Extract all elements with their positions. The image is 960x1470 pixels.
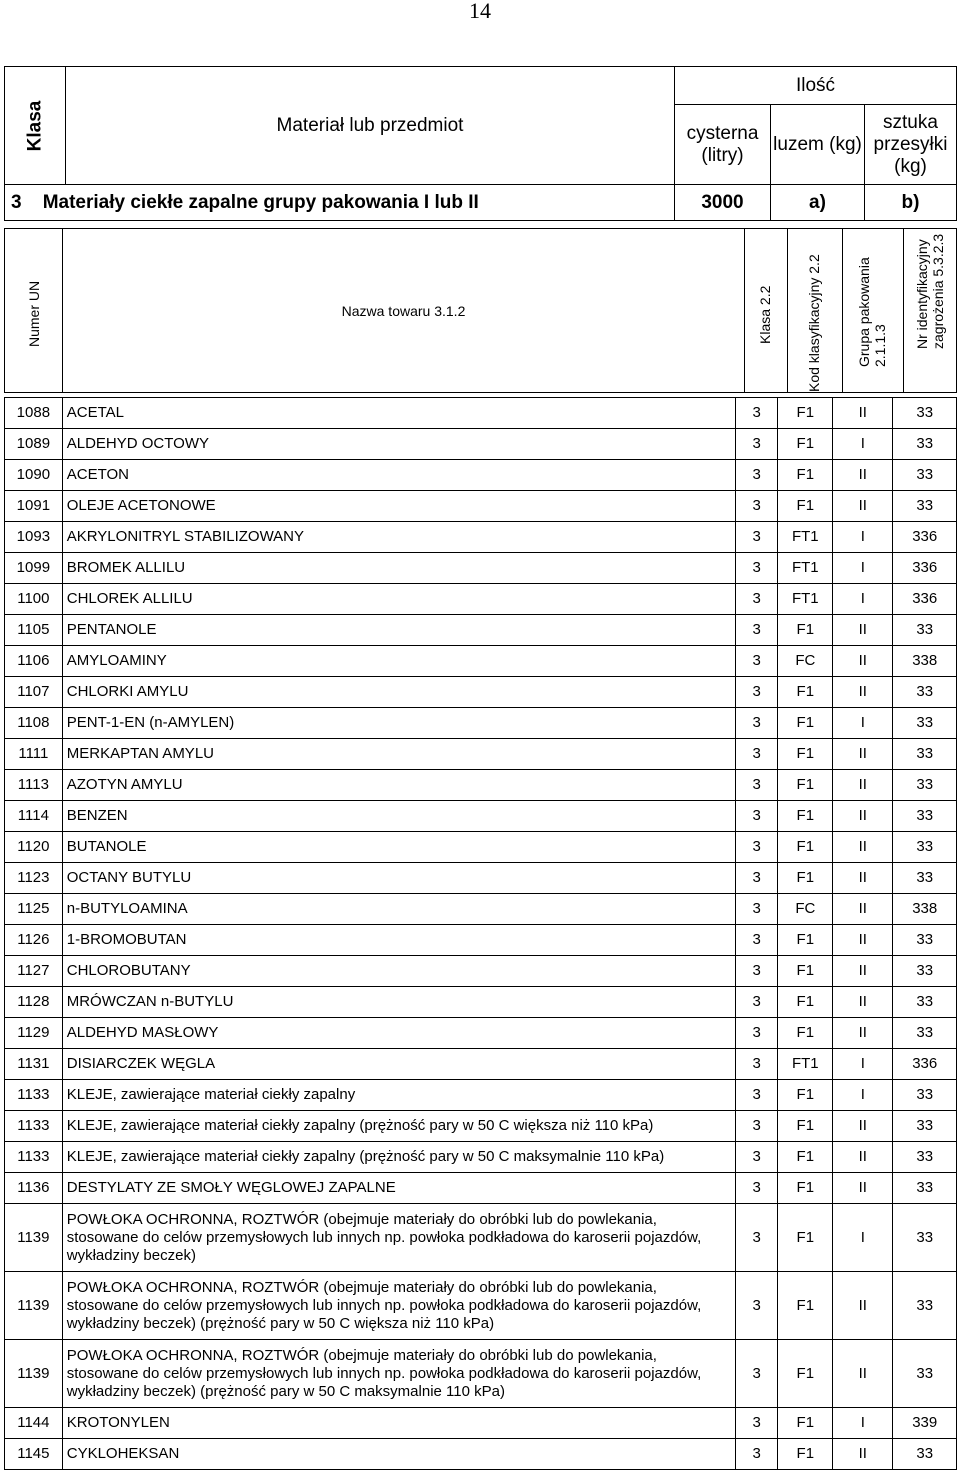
- name-cell: PENTANOLE: [62, 615, 735, 646]
- class-cell: 3: [735, 522, 778, 553]
- class-cell: 3: [735, 1111, 778, 1142]
- code-cell: FT1: [778, 584, 833, 615]
- class-cell: 3: [735, 1173, 778, 1204]
- group-cell: II: [833, 863, 893, 894]
- hin-cell: 33: [893, 956, 957, 987]
- class-cell: 3: [735, 460, 778, 491]
- class-cell: 3: [735, 832, 778, 863]
- group-cell: I: [833, 522, 893, 553]
- col-un: Numer UN: [5, 229, 63, 393]
- class-cell: 3: [735, 863, 778, 894]
- class-cell: 3: [735, 1049, 778, 1080]
- name-cell: AKRYLONITRYL STABILIZOWANY: [62, 522, 735, 553]
- table-row: [5, 894, 957, 925]
- un-cell: 1133: [5, 1142, 63, 1173]
- hin-cell: 339: [893, 1408, 957, 1439]
- un-cell: 1088: [5, 398, 63, 429]
- header-klasa: Klasa: [5, 67, 66, 185]
- code-cell: F1: [778, 398, 833, 429]
- name-cell: AMYLOAMINY: [62, 646, 735, 677]
- un-cell: 1133: [5, 1111, 63, 1142]
- header-cysterna: cysterna (litry): [675, 105, 771, 185]
- code-cell: F1: [778, 987, 833, 1018]
- group-cell: II: [833, 1142, 893, 1173]
- group-cell: I: [833, 553, 893, 584]
- class-cell: 3: [735, 398, 778, 429]
- table-row: [5, 1408, 957, 1439]
- group-cell: I: [833, 1408, 893, 1439]
- un-cell: 1139: [5, 1272, 63, 1340]
- hin-cell: 33: [893, 987, 957, 1018]
- code-cell: F1: [778, 956, 833, 987]
- group-cell: II: [833, 1340, 893, 1408]
- un-cell: 1129: [5, 1018, 63, 1049]
- class-number: 3: [11, 191, 22, 213]
- hin-cell: 33: [893, 1018, 957, 1049]
- table-row: [5, 1080, 957, 1111]
- class-cell: 3: [735, 429, 778, 460]
- group-cell: I: [833, 584, 893, 615]
- column-header: [4, 228, 957, 393]
- class-cell: 3: [735, 1080, 778, 1111]
- name-cell: BENZEN: [62, 801, 735, 832]
- un-cell: 1125: [5, 894, 63, 925]
- col-code: Kod klasyfikacyjny 2.2: [788, 229, 843, 393]
- group-cell: I: [833, 1049, 893, 1080]
- hin-cell: 338: [893, 894, 957, 925]
- code-cell: FC: [778, 894, 833, 925]
- code-cell: F1: [778, 708, 833, 739]
- name-cell: KLEJE, zawierające materiał ciekły zapalny (prężność pary w 50 C większa niż 110 kPa): [62, 1111, 735, 1142]
- name-cell: ACETON: [62, 460, 735, 491]
- table-row: [5, 1049, 957, 1080]
- class-cell: 3: [735, 956, 778, 987]
- table-row: [5, 708, 957, 739]
- un-cell: 1093: [5, 522, 63, 553]
- name-cell: AZOTYN AMYLU: [62, 770, 735, 801]
- cysterna-value: 3000: [675, 185, 771, 221]
- code-cell: F1: [778, 429, 833, 460]
- un-cell: 1123: [5, 863, 63, 894]
- name-cell: POWŁOKA OCHRONNA, ROZTWÓR (obejmuje materiały do obróbki lub do powlekania, stosowane do celów przemysłowych lub innych np. powłoka podkładowa do karoserii pojazdów, wykładziny beczek): [62, 1204, 735, 1272]
- header-material: Materiał lub przedmiot: [66, 67, 675, 185]
- table-row: [5, 801, 957, 832]
- un-cell: 1139: [5, 1204, 63, 1272]
- table-row: [5, 584, 957, 615]
- header-luzem: luzem (kg): [771, 105, 865, 185]
- code-cell: F1: [778, 1142, 833, 1173]
- hin-cell: 33: [893, 1173, 957, 1204]
- group-cell: II: [833, 1111, 893, 1142]
- hin-cell: 33: [893, 398, 957, 429]
- group-cell: II: [833, 646, 893, 677]
- name-cell: MRÓWCZAN n-BUTYLU: [62, 987, 735, 1018]
- name-cell: KLEJE, zawierające materiał ciekły zapalny (prężność pary w 50 C maksymalnie 110 kPa): [62, 1142, 735, 1173]
- name-cell: BROMEK ALLILU: [62, 553, 735, 584]
- group-cell: II: [833, 832, 893, 863]
- table-row: [5, 956, 957, 987]
- un-cell: 1114: [5, 801, 63, 832]
- table-row: [5, 739, 957, 770]
- class-cell: 3: [735, 553, 778, 584]
- class-cell: 3: [735, 1340, 778, 1408]
- table-row: [5, 1111, 957, 1142]
- class-cell: 3: [735, 770, 778, 801]
- table-row: [5, 615, 957, 646]
- class-cell: 3: [735, 646, 778, 677]
- un-cell: 1120: [5, 832, 63, 863]
- table-row: [5, 460, 957, 491]
- group-cell: I: [833, 1080, 893, 1111]
- code-cell: F1: [778, 1204, 833, 1272]
- class-cell: 3: [735, 1439, 778, 1470]
- code-cell: F1: [778, 615, 833, 646]
- un-cell: 1091: [5, 491, 63, 522]
- code-cell: F1: [778, 925, 833, 956]
- table-row: [5, 832, 957, 863]
- hin-cell: 33: [893, 863, 957, 894]
- name-cell: CHLORKI AMYLU: [62, 677, 735, 708]
- group-cell: II: [833, 894, 893, 925]
- un-cell: 1100: [5, 584, 63, 615]
- name-cell: 1-BROMOBUTAN: [62, 925, 735, 956]
- group-cell: II: [833, 1272, 893, 1340]
- name-cell: BUTANOLE: [62, 832, 735, 863]
- class-cell: 3: [735, 491, 778, 522]
- hin-cell: 33: [893, 677, 957, 708]
- code-cell: F1: [778, 677, 833, 708]
- hin-cell: 33: [893, 615, 957, 646]
- hin-cell: 33: [893, 1142, 957, 1173]
- table-row: [5, 863, 957, 894]
- table-row: [5, 925, 957, 956]
- code-cell: FC: [778, 646, 833, 677]
- code-cell: F1: [778, 1111, 833, 1142]
- hin-cell: 33: [893, 925, 957, 956]
- class-cell: 3: [735, 925, 778, 956]
- col-group: Grupa pakowania 2.1.1.3: [843, 229, 904, 393]
- hin-cell: 33: [893, 739, 957, 770]
- table-row: [5, 770, 957, 801]
- name-cell: ALDEHYD MASŁOWY: [62, 1018, 735, 1049]
- name-cell: DESTYLATY ZE SMOŁY WĘGLOWEJ ZAPALNE: [62, 1173, 735, 1204]
- name-cell: POWŁOKA OCHRONNA, ROZTWÓR (obejmuje materiały do obróbki lub do powlekania, stosowane do celów przemysłowych lub innych np. powłoka podkładowa do karoserii pojazdów, wykładziny beczek) (prężność pary w 50 C maksymalnie 110 kPa): [62, 1340, 735, 1408]
- name-cell: PENT-1-EN (n-AMYLEN): [62, 708, 735, 739]
- table-row: [5, 987, 957, 1018]
- un-cell: 1089: [5, 429, 63, 460]
- table-row: [5, 522, 957, 553]
- un-cell: 1126: [5, 925, 63, 956]
- name-cell: CHLOROBUTANY: [62, 956, 735, 987]
- un-cell: 1144: [5, 1408, 63, 1439]
- class-title-row: [5, 185, 675, 221]
- hin-cell: 33: [893, 832, 957, 863]
- hin-cell: 33: [893, 460, 957, 491]
- code-cell: FT1: [778, 522, 833, 553]
- code-cell: F1: [778, 832, 833, 863]
- table-row: [5, 677, 957, 708]
- table-row: [5, 553, 957, 584]
- group-cell: II: [833, 770, 893, 801]
- group-cell: II: [833, 491, 893, 522]
- hin-cell: 338: [893, 646, 957, 677]
- code-cell: F1: [778, 1080, 833, 1111]
- un-cell: 1106: [5, 646, 63, 677]
- group-cell: I: [833, 429, 893, 460]
- class-title: Materiały ciekłe zapalne grupy pakowania I lub II: [42, 191, 479, 213]
- name-cell: CHLOREK ALLILU: [62, 584, 735, 615]
- hin-cell: 33: [893, 1111, 957, 1142]
- table-row: [5, 1018, 957, 1049]
- name-cell: ALDEHYD OCTOWY: [62, 429, 735, 460]
- code-cell: F1: [778, 739, 833, 770]
- un-cell: 1111: [5, 739, 63, 770]
- name-cell: MERKAPTAN AMYLU: [62, 739, 735, 770]
- code-cell: F1: [778, 863, 833, 894]
- material-table: [4, 397, 957, 1470]
- luzem-value: a): [771, 185, 865, 221]
- hin-cell: 33: [893, 1340, 957, 1408]
- table-row: [5, 1439, 957, 1470]
- group-cell: II: [833, 1173, 893, 1204]
- class-cell: 3: [735, 1272, 778, 1340]
- code-cell: FT1: [778, 553, 833, 584]
- class-cell: 3: [735, 708, 778, 739]
- table-row: [5, 1142, 957, 1173]
- name-cell: DISIARCZEK WĘGLA: [62, 1049, 735, 1080]
- group-cell: II: [833, 398, 893, 429]
- name-cell: POWŁOKA OCHRONNA, ROZTWÓR (obejmuje materiały do obróbki lub do powlekania, stosowane do celów przemysłowych lub innych np. powłoka podkładowa do karoserii pojazdów, wykładziny beczek) (prężność pary w 50 C większa niż 110 kPa): [62, 1272, 735, 1340]
- name-cell: n-BUTYLOAMINA: [62, 894, 735, 925]
- table-row: [5, 1173, 957, 1204]
- name-cell: KROTONYLEN: [62, 1408, 735, 1439]
- un-cell: 1133: [5, 1080, 63, 1111]
- group-cell: II: [833, 925, 893, 956]
- group-cell: II: [833, 1018, 893, 1049]
- code-cell: F1: [778, 801, 833, 832]
- name-cell: OCTANY BUTYLU: [62, 863, 735, 894]
- group-cell: II: [833, 956, 893, 987]
- col-name: Nazwa towaru 3.1.2: [63, 229, 745, 393]
- un-cell: 1107: [5, 677, 63, 708]
- name-cell: CYKLOHEKSAN: [62, 1439, 735, 1470]
- code-cell: F1: [778, 1439, 833, 1470]
- group-cell: II: [833, 677, 893, 708]
- table-row: [5, 491, 957, 522]
- hin-cell: 33: [893, 770, 957, 801]
- code-cell: F1: [778, 1408, 833, 1439]
- un-cell: 1108: [5, 708, 63, 739]
- name-cell: ACETAL: [62, 398, 735, 429]
- un-cell: 1128: [5, 987, 63, 1018]
- group-cell: II: [833, 460, 893, 491]
- un-cell: 1099: [5, 553, 63, 584]
- code-cell: F1: [778, 770, 833, 801]
- hin-cell: 33: [893, 1204, 957, 1272]
- un-cell: 1145: [5, 1439, 63, 1470]
- code-cell: F1: [778, 1340, 833, 1408]
- table-row: [5, 1272, 957, 1340]
- hin-cell: 33: [893, 1080, 957, 1111]
- un-cell: 1113: [5, 770, 63, 801]
- class-cell: 3: [735, 677, 778, 708]
- class-cell: 3: [735, 1018, 778, 1049]
- group-cell: II: [833, 739, 893, 770]
- group-cell: I: [833, 1204, 893, 1272]
- code-cell: FT1: [778, 1049, 833, 1080]
- table-row: [5, 1340, 957, 1408]
- hin-cell: 336: [893, 522, 957, 553]
- table-row: [5, 429, 957, 460]
- table-row: [5, 646, 957, 677]
- group-cell: II: [833, 1439, 893, 1470]
- name-cell: OLEJE ACETONOWE: [62, 491, 735, 522]
- group-cell: II: [833, 987, 893, 1018]
- un-cell: 1131: [5, 1049, 63, 1080]
- hin-cell: 33: [893, 801, 957, 832]
- hin-cell: 336: [893, 553, 957, 584]
- table-row: [5, 398, 957, 429]
- hin-cell: 33: [893, 491, 957, 522]
- page-number: 14: [469, 0, 491, 23]
- class-cell: 3: [735, 1204, 778, 1272]
- un-cell: 1090: [5, 460, 63, 491]
- code-cell: F1: [778, 1018, 833, 1049]
- class-cell: 3: [735, 894, 778, 925]
- name-cell: KLEJE, zawierające materiał ciekły zapalny: [62, 1080, 735, 1111]
- sztuka-value: b): [865, 185, 957, 221]
- hin-cell: 336: [893, 584, 957, 615]
- col-class: Klasa 2.2: [745, 229, 788, 393]
- table-row: [5, 1204, 957, 1272]
- group-cell: II: [833, 801, 893, 832]
- class-cell: 3: [735, 615, 778, 646]
- class-cell: 3: [735, 1142, 778, 1173]
- class-cell: 3: [735, 1408, 778, 1439]
- un-cell: 1127: [5, 956, 63, 987]
- code-cell: F1: [778, 491, 833, 522]
- hin-cell: 33: [893, 1272, 957, 1340]
- un-cell: 1139: [5, 1340, 63, 1408]
- hin-cell: 336: [893, 1049, 957, 1080]
- table-header: [4, 66, 957, 221]
- header-ilosc: Ilość: [675, 67, 957, 105]
- class-cell: 3: [735, 987, 778, 1018]
- code-cell: F1: [778, 1173, 833, 1204]
- class-cell: 3: [735, 584, 778, 615]
- group-cell: II: [833, 615, 893, 646]
- code-cell: F1: [778, 1272, 833, 1340]
- code-cell: F1: [778, 460, 833, 491]
- col-hin: Nr identyfikacyjny zagrożenia 5.3.2.3: [904, 229, 957, 393]
- un-cell: 1105: [5, 615, 63, 646]
- hin-cell: 33: [893, 1439, 957, 1470]
- class-cell: 3: [735, 801, 778, 832]
- group-cell: I: [833, 708, 893, 739]
- header-sztuka: sztuka przesyłki (kg): [865, 105, 957, 185]
- hin-cell: 33: [893, 708, 957, 739]
- class-cell: 3: [735, 739, 778, 770]
- un-cell: 1136: [5, 1173, 63, 1204]
- hin-cell: 33: [893, 429, 957, 460]
